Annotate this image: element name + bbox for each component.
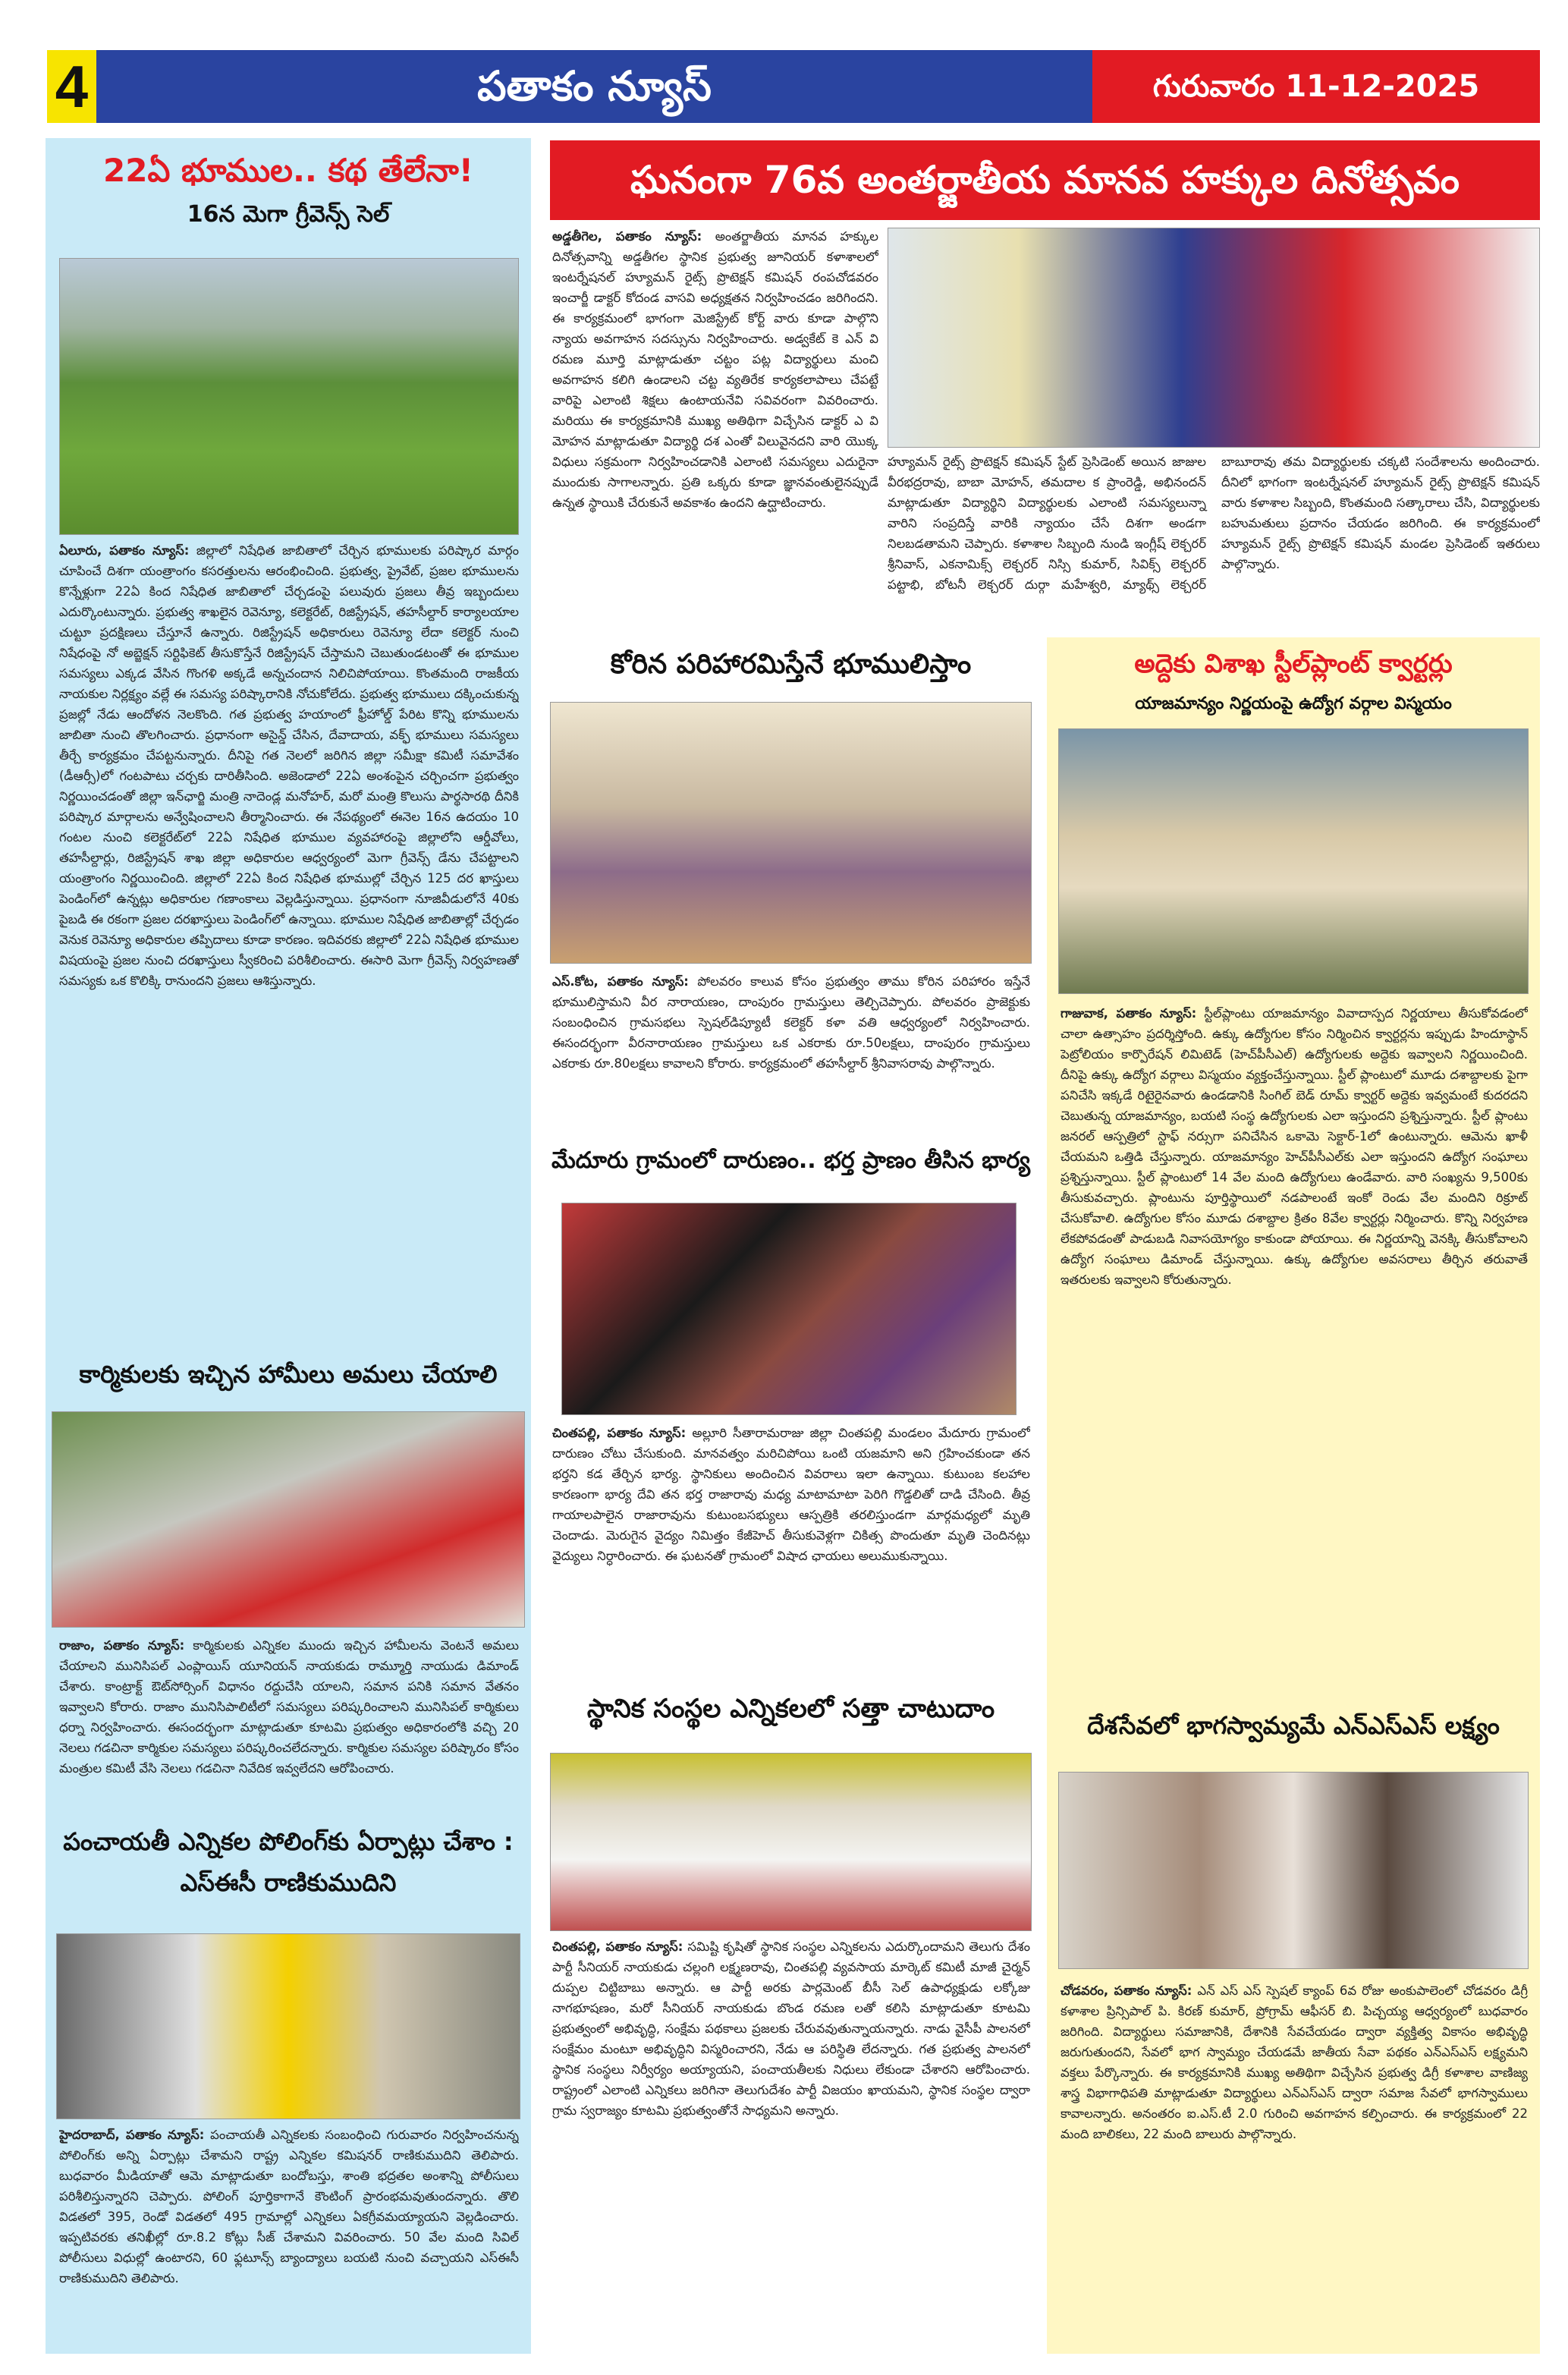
article-body: [552, 971, 1030, 1138]
headline-22a-lands: 22ఏ భూముల.. కథ తేలేనా!: [103, 152, 473, 189]
article-body: [1061, 1980, 1528, 2352]
headline-meduru: మేదూరు గ్రామంలో దారుణం.. భర్త ప్రాణం తీసిన భార్య: [551, 1147, 1030, 1174]
article-body: [552, 226, 878, 636]
article-body: [1061, 1003, 1528, 1686]
headline-nss: దేశసేవలో భాగస్వామ్యమే ఎన్ఎస్ఎస్ లక్ష్యం: [1087, 1711, 1500, 1740]
body-text: జిల్లాలో నిషేధిత జాబితాలో చేర్చిన భూములకు పరిష్కార మార్గం చూపించే దిశగా యంత్రాంగం కసరత్తులను ఆరంభించింది. ప్రభుత్వ, ప్రైవేట్, ప్రజల భూములను కొన్నేళ్లుగా 22ఏ కింద నిషేధిత జాబితాలో చేర్చడంపై పలువురు ప్రజలు తీవ్ర ఇబ్బందులు ఎదుర్కొంటున్నారు. ప్రభుత్వ శాఖలైన రెవెన్యూ, కలెక్టరేట్, రిజిస్ట్రేషన్, తహసీల్దార్ కార్యాలయాల చుట్టూ ప్రదక్షిణలు చేస్తూనే ఉన్నారు. రిజిస్ట్రేషన్ అధికారులు రెవెన్యూ లేదా కలెక్టర్ నుంచి నిషేధంపై నో అబ్జెక్షన్ సర్టిఫికెట్ తీసుకొస్తేనే రిజిస్ట్రేషన్ చేస్తామని చెబుతుండటంతో ఈ భూముల సమస్యలు ఎక్కడ వేసిన గొంగళి అక్కడే అన్నచందాన నిలిచిపోయాయి. కొంతమంది రాజకీయ నాయకుల నిర్లక్ష్యం వల్లే ఈ సమస్య పరిష్కారానికి నోచుకోలేదు. ప్రభుత్వ భూములు దక్కించుకున్న ప్రజల్లో నేడు ఆందోళన నెలకొంది. గత ప్రభుత్వ హయాంలో ఫ్రీహోల్డ్ పేరిట కొన్ని భూములను జాబితా నుంచి తొలగించారు. ప్రధానంగా అసైన్డ్ చేసిన, దేవాదాయ, వక్ఫ్ భూములు సమస్యలు తీర్చే కార్యక్రమం చేపట్టనున్నారు. దీనిపై గత నెలలో జరిగిన జిల్లా సమీక్షా కమిటీ సమావేశం (డీఆర్సీ)లో గంటపాటు చర్చకు దారితీసింది. అజెండాలో 22ఏ అంశంపైన చర్చించగా ప్రభుత్వం నిర్ణయించడంతో జిల్లా ఇన్‌ఛార్జి మంత్రి నాదెండ్ల మనోహర్, మరో మంత్రి కొలుసు పార్థసారథి దీనికి పరిష్కార మార్గాలను అన్వేషించాలని తీర్మానించారు. ఈ నేపథ్యంలో ఈనెల 16న ఉదయం 10 గంటల నుంచి కలెక్టరేట్‌లో 22ఏ నిషేధిత భూముల వ్యవహారంపై జిల్లాలోని ఆర్డీవోలు, తహసీల్దార్లు, రిజిస్ట్రేషన్ శాఖ జిల్లా అధికారుల ఆధ్వర్యంలో మెగా గ్రీవెన్స్ డేను చేపట్టాలని యంత్రాంగం నిర్ణయించింది. జిల్లాలో 22ఏ కింద నిషేధిత భూముల్లో చేర్చిన 125 దర ఖాస్తులు పెండింగ్‌లో ఉన్నట్లు అధికారుల గణాంకాలు వెల్లడిస్తున్నాయి. ప్రధానంగా నూజివీడులోనే 40కు పైబడి ఈ రకంగా ప్రజల దరఖాస్తులు పెండింగ్‌లో ఉన్నాయి. భూముల నిషేధిత జాబితాల్లో చేర్చడం వెనుక రెవెన్యూ అధికారుల తప్పిదాలు కూడా కారణం. ఇదివరకు జిల్లాలో 22ఏ నిషేధిత భూముల విషయంపై ప్రజల నుంచి దరఖాస్తులు స్వీకరించి పరిశీలించారు. ఈసారి మెగా గ్రీవెన్స్ నిర్వహణతో సమస్యకు ఒక కొలిక్కి రానుందని ప్రజలు ఆశిస్తున్నారు.: [59, 543, 519, 988]
body-text: ఎన్ ఎస్ ఎస్ స్పెషల్ క్యాంప్ 6వ రోజు అంకుపాలెంలో చోడవరం డిగ్రీ కళాశాల ప్రిన్సిపాల్ పి. కిరణ్ కుమార్, ప్రోగ్రామ్ ఆఫీసర్ బి. పిచ్చయ్య ఆధ్వర్యంలో బుధవారం జరిగింది. విద్యార్థులు సమాజానికి, దేశానికి సేవచేయడం ద్వారా వ్యక్తిత్వ వికాసం అభివృద్ధి జరుగుతుందని, సేవలో భాగ స్వామ్యం చేయడమే జాతీయ సేవా పథకం ఎన్ఎస్ఎస్ లక్ష్యమని వక్తలు పేర్కొన్నారు. ఈ కార్యక్రమానికి ముఖ్య అతిథిగా విచ్చేసిన ప్రభుత్వ డిగ్రీ కళాశాల వాణిజ్య శాస్త్ర విభాగాధిపతి మాట్లాడుతూ విద్యార్థులు ఎన్ఎస్ఎస్ ద్వారా సమాజ సేవలో భాగస్వాములు కావాలన్నారు. అనంతరం ఐ.ఎస్.టీ 2.0 గురించి అవగాహన కల్పించారు. ఈ కార్యక్రమంలో 22 మంది బాలికలు, 22 మంది బాలురు పాల్గొన్నారు.: [1061, 1983, 1528, 2141]
photo-grama-sabha: [550, 702, 1032, 964]
photo-vacant-land: [59, 258, 519, 535]
article-body: [59, 1635, 519, 1813]
dateline: గాజువాక, పతాకం న్యూస్:: [1061, 1006, 1197, 1021]
photo-sec-commissioner: [56, 1933, 520, 2119]
photo-nss-students: [1058, 1772, 1529, 1969]
paper-name: పతాకం న్యూస్: [96, 50, 1092, 123]
body-text: సమిష్టి కృషితో స్థానిక సంస్థల ఎన్నికలను ఎదుర్కొందామని తెలుగు దేశం పార్టీ సీనియర్ నాయకుడు చల్లంగి లక్ష్మణరావు, చింతపల్లి వ్యవసాయ మార్కెట్ కమిటీ మాజీ చైర్మన్ దుప్పల చిట్టిబాబు అన్నారు. ఆ పార్టీ అరకు పార్లమెంట్ బీసీ సెల్ ఉపాధ్యక్షుడు లక్కోజు నాగభూషణం, మరో సీనియర్ నాయకుడు బొండ రమణ లతో కలిసి మాట్లాడుతూ కూటమి ప్రభుత్వంలో అభివృద్ధి, సంక్షేమ పథకాలు ప్రజలకు చేరువవుతున్నాయన్నారు. నాడు వైసీపీ పాలనలో సంక్షేమం మంటూ అభివృద్ధిని విస్మరించారని, నేడు ఆ పరిస్థితి లేదన్నారు. గత ప్రభుత్వ పాలనలో స్థానిక సంస్థలు నిర్వీర్యం అయ్యాయని, పంచాయతీలకు నిధులు లేకుండా చేశారని ఆరోపించారు. రాష్ట్రంలో ఎలాంటి ఎన్నికలు జరిగినా తెలుగుదేశం పార్టీ విజయం ఖాయమని, స్థానిక సంస్థల ద్వారా గ్రామ స్వరాజ్యం కూటమి ప్రభుత్వంతోనే సాధ్యమని అన్నారు.: [552, 1939, 1030, 2118]
article-body-continued: హ్యూమన్ రైట్స్ ప్రొటెక్షన్ కమిషన్ స్టేట్ ప్రెసిడెంట్ అయిన జాజుల వీరభద్రరావు, బాబా మోహన్, తమదాల క ప్రాంరెడ్డి, అభినందన్ మాట్లాడుతూ విద్యార్థిని విద్యార్థులకు ఎలాంటి సమస్యలున్నా వారిని సంప్రదిస్తే వారికి న్యాయం చేసే దిశగా అండగా నిలబడతామని చెప్పారు. కళాశాల సిబ్బంది నుండి ఇంగ్లీష్ లెక్చరర్ శ్రీనివాస్, ఎకనామిక్స్ లెక్చరర్ నిస్సి కుమార్, సివిక్స్ లెక్చరర్ పట్టాభి, బోటనీ లెక్చరర్ దుర్గా మహేశ్వరి, మ్యాథ్స్ లెక్చరర్ బాబూరావు తమ విద్యార్థులకు చక్కటి సందేశాలను అందించారు. దీనిలో భాగంగా ఇంటర్నేషనల్ హ్యూమన్ రైట్స్ ప్రొటెక్షన్ కమిషన్ వారు కళాశాల సిబ్బంది, కొంతమంది సత్కారాలు చేసి, విద్యార్థులకు బహుమతులు ప్రదానం చేయడం జరిగింది. ఈ కార్యక్రమంలో హ్యూమన్ రైట్స్ ప్రొటెక్షన్ కమిషన్ మండల ప్రెసిడెంట్ ఇతరులు పాల్గొన్నారు.: [888, 455, 1540, 592]
body-text: స్టీల్‌ప్లాంటు యాజమాన్యం వివాదాస్పద నిర్ణయాలు తీసుకోవడంలో చాలా ఉత్సాహం ప్రదర్శిస్తోంది. ఉక్కు ఉద్యోగుల కోసం నిర్మించిన క్వార్టర్లను ఇప్పుడు హిందూస్థాన్ పెట్రోలియం కార్పొరేషన్ లిమిటెడ్ (హెచ్‌పీసీఎల్) ఉద్యోగులకు అద్దెకు ఇవ్వాలని నిర్ణయించింది. దీనిపై ఉక్కు ఉద్యోగ వర్గాలు విస్మయం వ్యక్తంచేస్తున్నాయి. స్టీల్ ప్లాంటులో మూడు దశాబ్దాలకు పైగా పనిచేసి ఇక్కడే రిటైరైనవారు ఉండడానికి సింగిల్ బెడ్ రూమ్ క్వార్టర్ అద్దెకు ఇవ్వమంటే కుదరదని చెబుతున్న యాజమాన్యం, బయటి సంస్థ ఉద్యోగులకు ఎలా ఇస్తుందని ప్రశ్నిస్తున్నారు. స్టీల్ ప్లాంటు జనరల్ ఆస్పత్రిలో స్టాఫ్ నర్సుగా పనిచేసిన ఒకామె సెక్టార్-1లో ఉంటున్నారు. ఆమెను ఖాళీ చేయమని ఒత్తిడి చేస్తున్నారు. యాజమాన్యం హెచ్‌పీసీఎల్‌కు ఎలా ఇస్తుందని ఉద్యోగ సంఘాలు ప్రశ్నిస్తున్నాయి. స్టీల్ ప్లాంటులో 14 వేల మంది ఉద్యోగులు ఉండేవారు. వారి సంఖ్యను 9,500కు తీసుకువచ్చారు. ప్లాంటును పూర్తిస్థాయిలో నడపాలంటే ఇంకో రెండు వేల మందిని రిక్రూట్ చేసుకోవాలి. ఉద్యోగుల కోసం మూడు దశాబ్దాల క్రితం 8వేల క్వార్టర్లు నిర్మించారు. కొన్ని నిర్వహణ లేకపోవడంతో పాడుబడి నివాసయోగ్యం కాకుండా పోయాయి. ఈ నిర్ణయాన్ని వెనక్కి తీసుకోవాలని ఉద్యోగ సంఘాలు డిమాండ్ చేస్తున్నాయి. ఉక్కు ఉద్యోగుల అవసరాలు తీర్చిన తరువాతే ఇతరులకు ఇవ్వాలని కోరుతున్నారు.: [1061, 1006, 1528, 1287]
dateline: అడ్డతీగెల, పతాకం న్యూస్:: [552, 229, 702, 244]
photo-human-rights-event: [888, 228, 1540, 448]
issue-date: గురువారం 11-12-2025: [1092, 50, 1540, 123]
dateline: హైదరాబాద్, పతాకం న్యూస్:: [59, 2128, 205, 2142]
dateline: ఏలూరు, పతాకం న్యూస్:: [59, 543, 190, 558]
dateline: చింతపల్లి, పతాకం న్యూస్:: [552, 1939, 683, 1954]
page-number: 4: [47, 50, 96, 123]
dateline: ఎస్.కోట, పతాకం న్యూస్:: [552, 974, 689, 989]
article-body: [59, 540, 519, 1351]
photo-quarters: [1058, 728, 1529, 994]
dateline: రాజాం, పతాకం న్యూస్:: [59, 1638, 185, 1653]
headline-compensation: కోరిన పరిహారమిస్తేనే భూములిస్తాం: [610, 649, 972, 680]
body-text: పంచాయతీ ఎన్నికలకు సంబంధించి గురువారం నిర్వహించనున్న పోలింగ్‌కు అన్ని ఏర్పాట్లు చేశామని రాష్ట్ర ఎన్నికల కమిషనర్ రాణికుముదిని తెలిపారు. బుధవారం మీడియాతో ఆమె మాట్లాడుతూ బందోబస్తు, శాంతి భద్రతల అంశాన్ని పోలీసులు పరిశీలిస్తున్నారని చెప్పారు. పోలింగ్ పూర్తికాగానే కౌంటింగ్ ప్రారంభమవుతుందన్నారు. తొలి విడతలో 395, రెండో విడతలో 495 గ్రామాల్లో ఎన్నికలు ఏకగ్రీవమయ్యాయని వెల్లడించారు. ఇప్పటివరకు తనిఖీల్లో రూ.8.2 కోట్లు సీజ్ చేశామని వివరించారు. 50 వేల మంది సివిల్ పోలీసులు విధుల్లో ఉంటారని, 60 ఫ్లటూన్స్ బ్యాంద్యాలు బయటి నుంచి వచ్చాయని ఎస్ఈసీ రాణికుముదిని తెలిపారు.: [59, 2128, 519, 2285]
article-body: [59, 2125, 519, 2352]
article-body: [552, 1423, 1030, 1681]
headline-panchayat: పంచాయతీ ఎన్నికల పోలింగ్‌కు ఏర్పాట్లు చేశాం : ఎస్ఈసీ రాణికుముదిని: [63, 1827, 514, 1897]
headline-workers: కార్మికులకు ఇచ్చిన హామీలు అమలు చేయాలి: [79, 1360, 498, 1389]
body-text: పోలవరం కాలువ కోసం ప్రభుత్వం తాము కోరిన పరిహారం ఇస్తేనే భూములిస్తామని వీర నారాయణం, దాంపురం గ్రామస్తులు తెల్చిచెప్పారు. పోలవరం ప్రాజెక్టుకు సంబంధించిన గ్రామసభలు స్పెషల్‌డిప్యూటీ కలెక్టర్ కళా వతి ఆధ్వర్యంలో నిర్వహించారు. ఈసందర్భంగా వీరనారాయణం గ్రామస్తులు ఒక ఎకరాకు రూ.50లక్షలు, దాంపురం గ్రామస్తులు ఎకరాకు రూ.80లక్షలు కావాలని కోరారు. కార్యక్రమంలో తహసీల్దార్ శ్రీనివాసరావు పాల్గొన్నారు.: [552, 974, 1030, 1071]
subhead-grievance: 16న మెగా గ్రీవెన్స్ సెల్: [187, 201, 390, 228]
photo-tdp-leaders: [550, 1753, 1032, 1931]
body-text: అంతర్జాతీయ మానవ హక్కుల దినోత్సవాన్ని అడ్డతీగల స్థానిక ప్రభుత్వ జూనియర్ కళాశాలలో ఇంటర్నేషనల్ హ్యూమన్ రైట్స్ ప్రొటెక్షన్ కమిషన్ రంపచోడవరం ఇంచార్జీ డాక్టర్ కోదండ వాసవి అధ్యక్షతన నిర్వహించడం జరిగిందని. ఈ కార్యక్రమంలో భాగంగా మెజిస్ట్రేట్ కోర్ట్ వారు కూడా పాల్గొని న్యాయ అవగాహన సదస్సును నిర్వహించారు. అడ్వకేట్ కె ఎన్ వి రమణ మూర్తి మాట్లాడుతూ చట్టం పట్ల విద్యార్థులు మంచి అవగాహన కలిగి ఉండాలని చట్ట వ్యతిరేక కార్యకలాపాలు చేపట్టే వారిపై ఎలాంటి శిక్షలు ఉంటాయనేవి సవివరంగా వివరించారు. మరియు ఈ కార్యక్రమానికి ముఖ్య అతిథిగా విచ్చేసిన డాక్టర్ ఎ వి మోహన మాట్లాడుతూ విద్యార్థి దశ ఎంతో విలువైనదని వారి యొక్క విధులు సక్రమంగా నిర్వహించడానికి ఎలాంటి సమస్యలు ఎదురైనా ముందుకు సాగాలన్నారు. ప్రతి ఒక్కరు కూడా జ్ఞానవంతులైనప్పుడే ఉన్నత స్థాయికి చేరుకునే అవకాశం ఉందని ఉద్ఘాటించారు.: [552, 229, 878, 510]
body-text: అల్లూరి సీతారామరాజు జిల్లా చింతపల్లి మండలం మేదూరు గ్రామంలో దారుణం చోటు చేసుకుంది. మానవత్వం మరిచిపోయి ఒంటి యజమాని అని గ్రహించకుండా తన భర్తని కడ తేర్చిన భార్య. స్థానికులు అందించిన వివరాలు ఇలా ఉన్నాయి. కుటుంబ కలహాల కారణంగా భార్య దేవి తన భర్త రాజారావు మధ్య మాటామాటా పెరిగి గొడ్డలితో దాడి చేసింది. తీవ్ర గాయాలపాలైన రాజారావును కుటుంబసభ్యులు ఆస్పత్రికి తరలిస్తుండగా మార్గమధ్యలో మృతి చెందాడు. మెరుగైన వైద్యం నిమిత్తం కేజీహెచ్ తీసుకువెళ్లగా చికిత్స పొందుతూ మృతి చెందినట్లు వైద్యులు నిర్ధారించారు. ఈ ఘటనతో గ్రామంలో విషాద ఛాయలు అలుముకున్నాయి.: [552, 1426, 1030, 1563]
headline-local-bodies: స్థానిక సంస్థల ఎన్నికలలో సత్తా చాటుదాం: [586, 1694, 995, 1724]
dateline: చోడవరం, పతాకం న్యూస్:: [1061, 1983, 1192, 1998]
dateline: చింతపల్లి, పతాకం న్యూస్:: [552, 1426, 687, 1440]
photo-workers-protest: [52, 1411, 525, 1628]
headline-steel-plant: అద్దెకు విశాఖ స్టీల్‌ప్లాంట్ క్వార్టర్లు: [1134, 649, 1453, 679]
headline-human-rights: ఘనంగా 76వ అంతర్జాతీయ మానవ హక్కుల దినోత్సవం: [550, 140, 1540, 220]
photo-victim: [561, 1203, 1017, 1415]
subhead-steel-plant: యాజమాన్యం నిర్ణయంపై ఉద్యోగ వర్గాల విస్మయం: [1135, 694, 1452, 713]
article-body: [552, 1936, 1030, 2354]
body-text: కార్మికులకు ఎన్నికల ముందు ఇచ్చిన హామీలను వెంటనే అమలు చేయాలని మునిసిపల్ ఎంప్లాయిస్ యూనియన్ నాయకుడు రామ్మూర్తి నాయుడు డిమాండ్ చేశారు. కాంట్రాక్ట్ ఔట్‌సోర్సింగ్ విధానం రద్దుచేసి యాలని, సమాన పనికి సమాన వేతనం ఇవ్వాలని కోరారు. రాజాం మునిసిపాలిటీలో సమస్యలు పరిష్కరించాలని మునిసిపల్ కార్మికులు ధర్నా నిర్వహించారు. ఈసందర్భంగా మాట్లాడుతూ కూటమి ప్రభుత్వం అధికారంలోకి వచ్చి 20 నెలలు గడచినా కార్మికుల సమస్యలు పరిష్కరించలేదన్నారు. కార్మికుల సమస్యల పరిష్కారం కోసం మంత్రుల కమిటీ వేసి నెలలు గడచినా నివేదిక ఇవ్వలేదని ఆరోపించారు.: [59, 1638, 519, 1776]
